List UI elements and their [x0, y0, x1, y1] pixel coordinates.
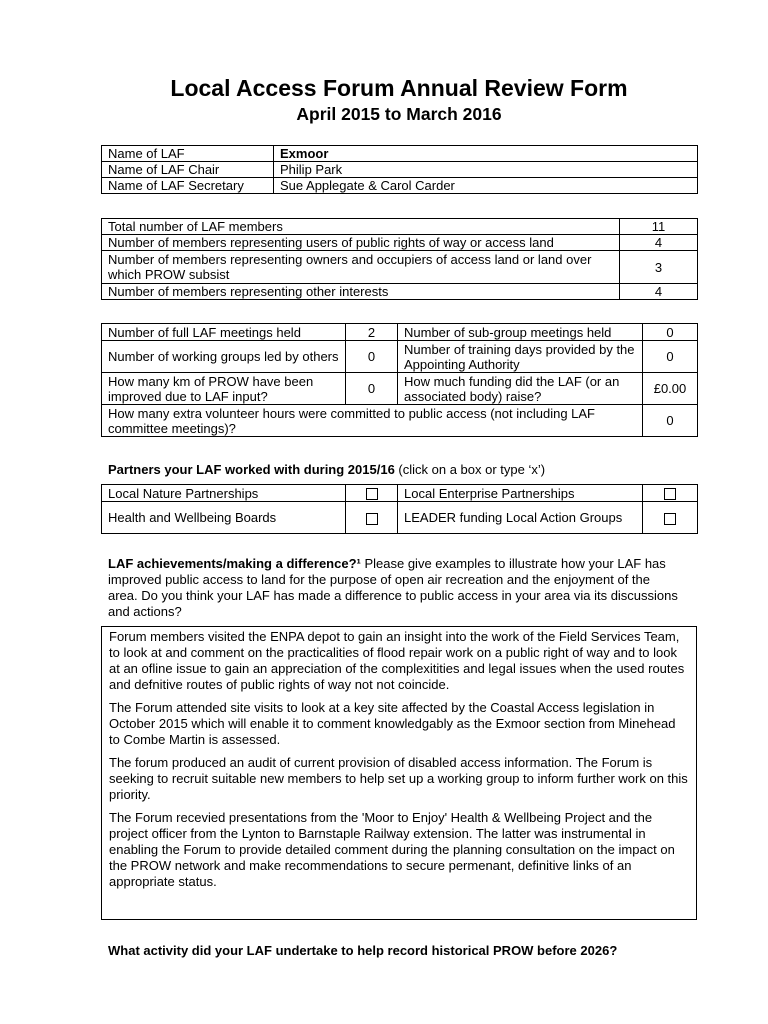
- partners-table: [101, 484, 698, 534]
- owners-members-value[interactable]: 3: [620, 251, 698, 284]
- achievements-question: [108, 556, 678, 620]
- partners-heading: [108, 462, 545, 477]
- prow-km-value[interactable]: 0: [346, 373, 398, 405]
- meetings-table: [101, 323, 698, 437]
- achievements-heading: LAF achievements/making a difference?¹: [108, 556, 361, 571]
- owners-members-label: Number of members representing owners and occupiers of access land or land over which PROW subsist: [102, 251, 620, 284]
- membership-table: [101, 218, 698, 300]
- other-members-value[interactable]: 4: [620, 284, 698, 300]
- form-title: Local Access Forum Annual Review Form: [170, 75, 628, 101]
- subgroup-meetings-value[interactable]: 0: [643, 324, 698, 341]
- partners-heading-bold: Partners your LAF worked with during 2015/16: [108, 462, 395, 477]
- achievement-paragraph: The Forum attended site visits to look at a key site affected by the Coastal Access legislation in October 2015 which will enable it to comment knowledgably as the Exmoor section from Minehead to Combe Martin is assessed.: [109, 700, 676, 747]
- achievement-paragraph: The Forum recevied presentations from the 'Moor to Enjoy' Health & Wellbeing Project and the project officer from the Lynton to Barnstaple Railway extension. The latter was instrumental in enabling the Forum to provide detailed comment during the planning consultation on the impact on the PROW network and make recommendations to secure permenant, definitive links of an appropriate status.: [109, 810, 675, 889]
- working-groups-label: Number of working groups led by others: [102, 341, 346, 373]
- local-nature-checkbox[interactable]: [366, 488, 378, 500]
- local-enterprise-checkbox[interactable]: [664, 488, 676, 500]
- volunteer-hours-label: How many extra volunteer hours were committed to public access (not including LAF committee meetings)?: [102, 405, 643, 437]
- volunteer-hours-value[interactable]: 0: [643, 405, 698, 437]
- partner-local-enterprise: Local Enterprise Partnerships: [398, 485, 643, 502]
- partner-health-wellbeing: Health and Wellbeing Boards: [102, 502, 346, 534]
- laf-secretary-label: Name of LAF Secretary: [102, 178, 274, 194]
- laf-info-table: [101, 145, 698, 194]
- full-meetings-value[interactable]: 2: [346, 324, 398, 341]
- achievements-answer-box[interactable]: [101, 626, 697, 920]
- total-members-label: Total number of LAF members: [102, 219, 620, 235]
- achievement-paragraph: The forum produced an audit of current provision of disabled access information. The Forum is seeking to recruit suitable new members to help set up a working group to inform further work on this priority.: [109, 755, 688, 802]
- form-subtitle: April 2015 to March 2016: [296, 104, 502, 124]
- laf-chair-value[interactable]: Philip Park: [274, 162, 698, 178]
- partners-heading-note: (click on a box or type ‘x’): [394, 462, 546, 477]
- users-members-label: Number of members representing users of public rights of way or access land: [102, 235, 620, 251]
- training-days-value[interactable]: 0: [643, 341, 698, 373]
- total-members-value[interactable]: 11: [620, 219, 698, 235]
- working-groups-value[interactable]: 0: [346, 341, 398, 373]
- laf-name-label: Name of LAF: [102, 146, 274, 162]
- achievement-paragraph: Forum members visited the ENPA depot to gain an insight into the work of the Field Services Team, to look at and comment on the practicalities of flood repair work on a public right of way and to look at an ofline issue to gain an appreciation of the complexitities and legal issues when the used routes and defnitive routes of public rights of way not not coincide.: [109, 629, 685, 692]
- leader-funding-checkbox[interactable]: [664, 513, 676, 525]
- achievements-instructions: Please give examples to illustrate how your LAF has improved public access to land for the purpose of open air recreation and the enjoyment of the area. Do you think your LAF has made a difference to public access in your area via its discussions and actions?: [108, 556, 678, 619]
- subgroup-meetings-label: Number of sub-group meetings held: [398, 324, 643, 341]
- health-wellbeing-checkbox[interactable]: [366, 513, 378, 525]
- funding-value[interactable]: £0.00: [643, 373, 698, 405]
- users-members-value[interactable]: 4: [620, 235, 698, 251]
- partner-leader-funding: LEADER funding Local Action Groups: [398, 502, 643, 534]
- training-days-label: Number of training days provided by the Appointing Authority: [398, 341, 643, 373]
- full-meetings-label: Number of full LAF meetings held: [102, 324, 346, 341]
- funding-label: How much funding did the LAF (or an associated body) raise?: [398, 373, 643, 405]
- other-members-label: Number of members representing other interests: [102, 284, 620, 300]
- prow-km-label: How many km of PROW have been improved due to LAF input?: [102, 373, 346, 405]
- historical-prow-question: What activity did your LAF undertake to help record historical PROW before 2026?: [108, 943, 618, 958]
- laf-name-value[interactable]: Exmoor: [274, 146, 698, 162]
- laf-chair-label: Name of LAF Chair: [102, 162, 274, 178]
- laf-secretary-value[interactable]: Sue Applegate & Carol Carder: [274, 178, 698, 194]
- partner-local-nature: Local Nature Partnerships: [102, 485, 346, 502]
